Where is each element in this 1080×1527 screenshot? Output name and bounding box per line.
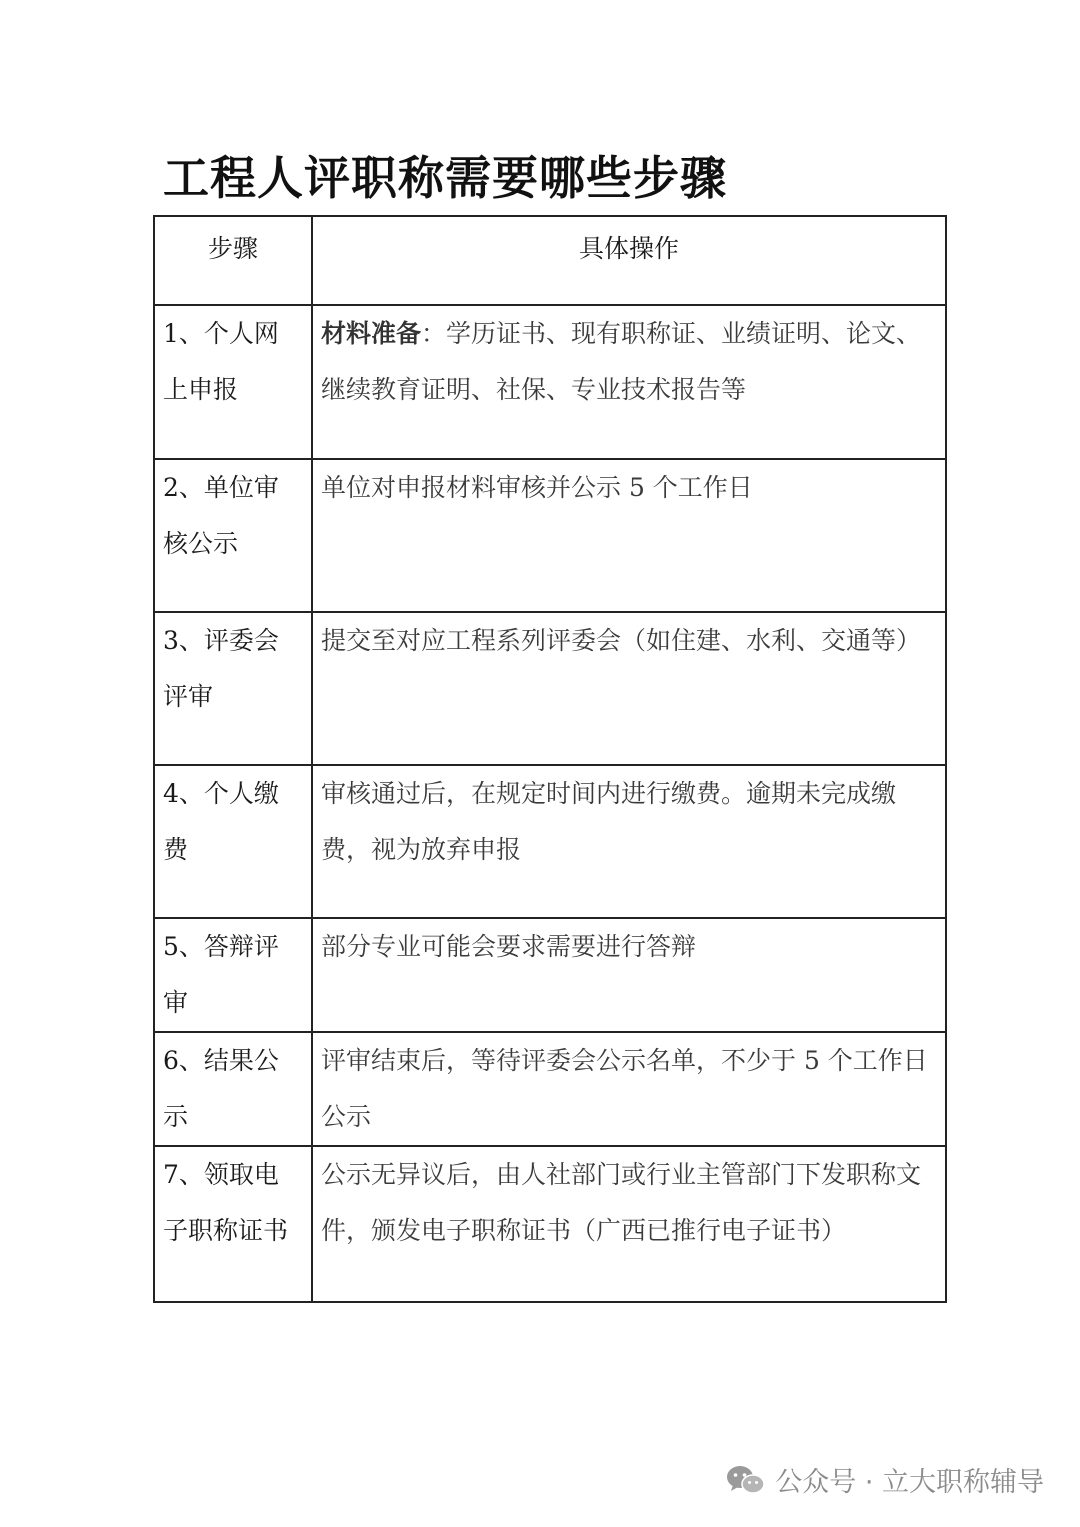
page-title: 工程人评职称需要哪些步骤 <box>163 151 727 205</box>
step-cell: 6、结果公示 <box>154 1032 312 1146</box>
operation-cell: 公示无异议后，由人社部门或行业主管部门下发职称文件，颁发电子职称证书（广西已推行电子证书） <box>312 1146 946 1302</box>
table-row <box>154 765 946 918</box>
table-row <box>154 459 946 612</box>
step-cell: 5、答辩评审 <box>154 918 312 1032</box>
steps-table <box>153 215 947 1303</box>
step-cell: 2、单位审核公示 <box>154 459 312 612</box>
operation-cell <box>312 305 946 459</box>
watermark <box>725 1460 1044 1499</box>
operation-cell: 单位对申报材料审核并公示 5 个工作日 <box>312 459 946 612</box>
table-row <box>154 305 946 459</box>
step-cell: 7、领取电子职称证书 <box>154 1146 312 1302</box>
table-row <box>154 612 946 765</box>
table-row <box>154 1146 946 1302</box>
table-row <box>154 1032 946 1146</box>
table-header-row <box>154 216 946 305</box>
operation-cell: 评审结束后，等待评委会公示名单，不少于 5 个工作日公示 <box>312 1032 946 1146</box>
operation-cell: 提交至对应工程系列评委会（如住建、水利、交通等） <box>312 612 946 765</box>
header-step: 步骤 <box>154 216 312 305</box>
header-operation: 具体操作 <box>312 216 946 305</box>
operation-cell: 审核通过后，在规定时间内进行缴费。逾期未完成缴费，视为放弃申报 <box>312 765 946 918</box>
table-row <box>154 918 946 1032</box>
step-cell: 1、个人网上申报 <box>154 305 312 459</box>
operation-cell: 部分专业可能会要求需要进行答辩 <box>312 918 946 1032</box>
step-cell: 3、评委会评审 <box>154 612 312 765</box>
watermark-text: 公众号 · 立大职称辅导 <box>775 1467 1044 1498</box>
operation-lead: 材料准备 <box>321 319 422 348</box>
step-cell: 4、个人缴费 <box>154 765 312 918</box>
operation-text: ：学历证书、现有职称证、业绩证明、论文、继续教育证明、社保、专业技术报告等 <box>321 319 922 404</box>
wechat-icon <box>725 1464 765 1496</box>
